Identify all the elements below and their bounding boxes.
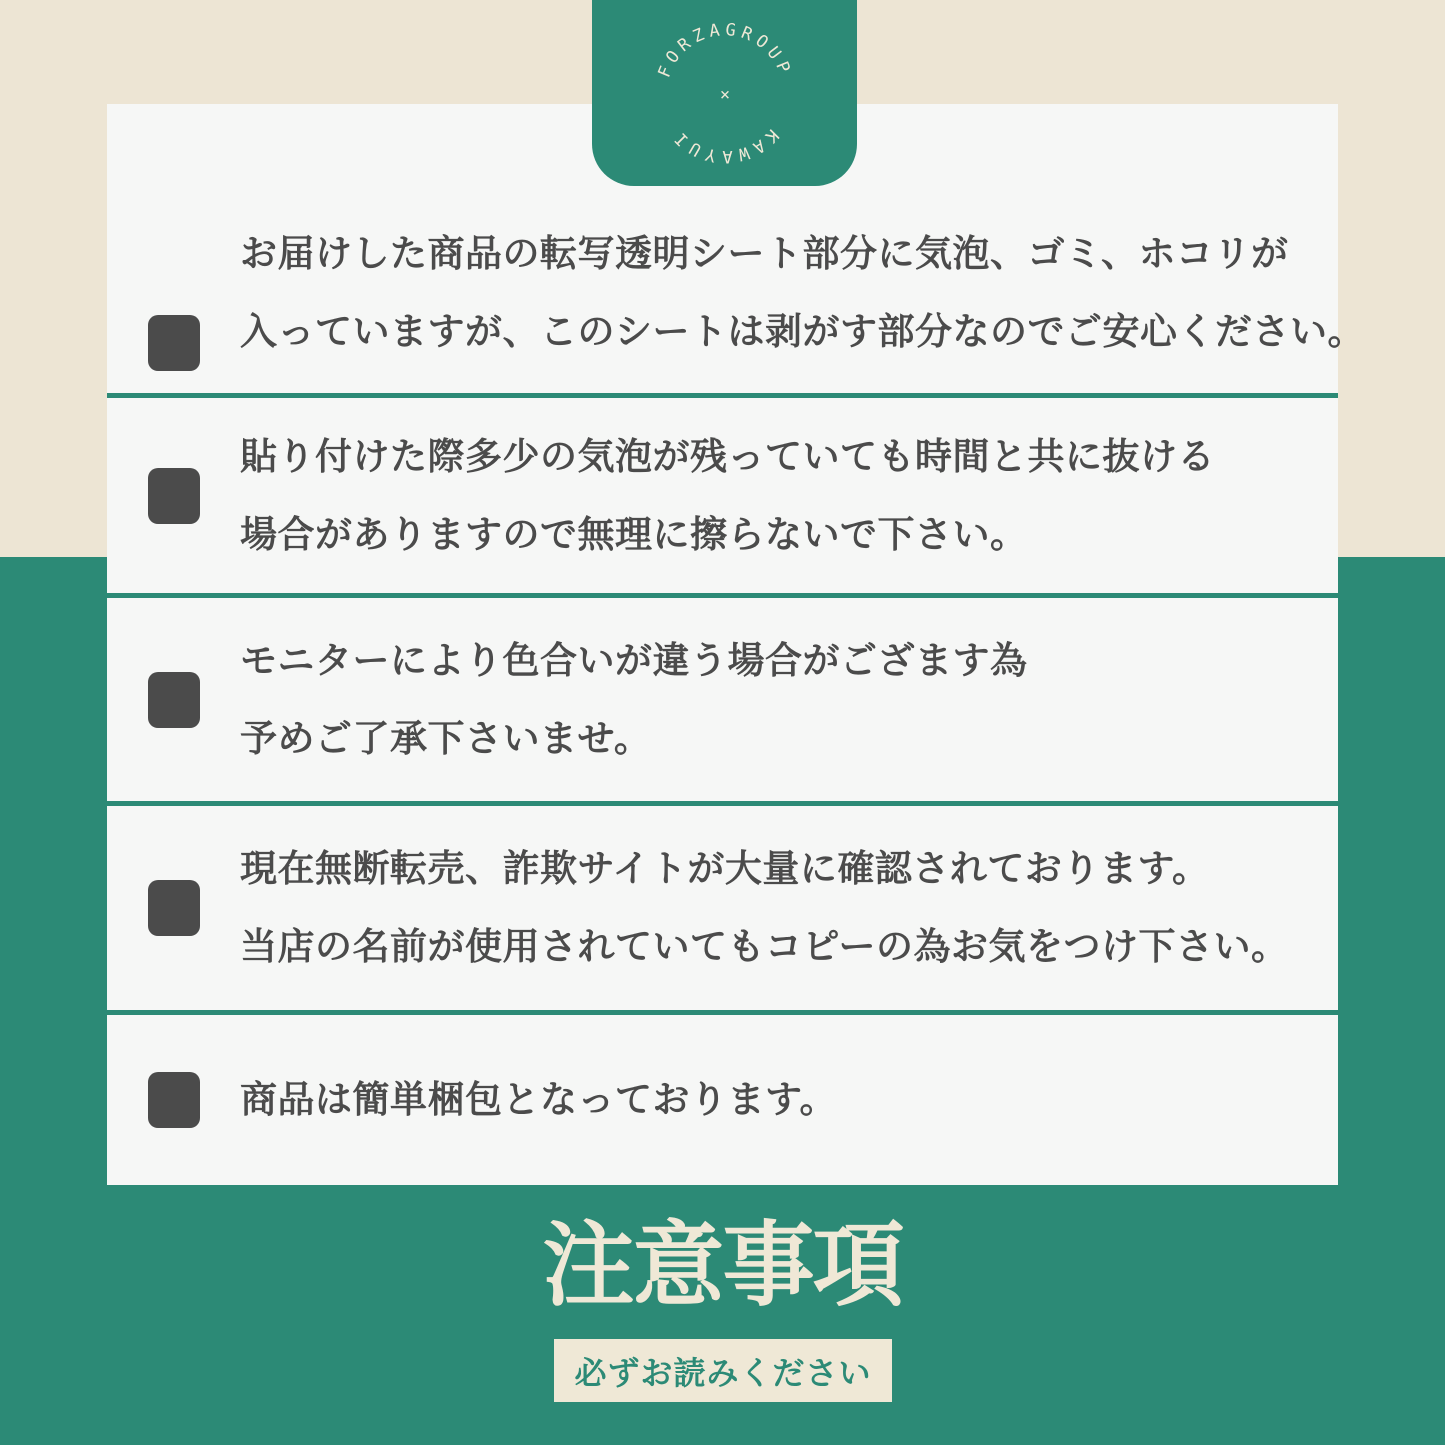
notice-line: お届けした商品の転写透明シート部分に気泡、ゴミ、ホコリが (240, 233, 1289, 274)
notice-column (107, 104, 1365, 1185)
notice-row (107, 398, 1338, 593)
notice-text (240, 1061, 837, 1139)
svg-text:FORZAGROUP (654, 20, 795, 81)
checkbox-bullet-icon (148, 468, 200, 524)
notice-row (107, 1015, 1338, 1185)
notice-line: 入っていますが、このシートは剥がす部分なのでご安心ください。 (240, 311, 1365, 352)
notice-text (240, 418, 1215, 574)
checkbox-bullet-icon (148, 315, 200, 371)
notice-row (107, 598, 1338, 801)
notice-line: 商品は簡単梱包となっております。 (240, 1079, 838, 1120)
checkbox-bullet-icon (148, 880, 200, 936)
notice-line: 貼り付けた際多少の気泡が残っていても時間と共に抜ける (240, 435, 1215, 477)
notice-line: 当店の名前が使用されていてもコピーの為お気をつけ下さい。 (240, 926, 1289, 967)
page-title: 注意事項 (542, 1215, 903, 1317)
checkbox-bullet-icon (148, 672, 200, 728)
notice-row (107, 806, 1338, 1010)
notice-text (240, 830, 1289, 986)
circular-logo-icon (592, 0, 857, 186)
notice-line: 現在無断転売、詐欺サイトが大量に確認されております。 (240, 848, 1210, 889)
notice-line: 予めご了承下さいませ。 (240, 717, 652, 759)
notice-line: モニターにより色合いが違う場合がござます為 (240, 639, 1028, 681)
notice-text (240, 622, 1028, 778)
notice-line: 場合がありますので無理に擦らないで下さい。 (240, 513, 1028, 555)
notice-text (240, 215, 1365, 371)
must-read-label: 必ずお読みください (554, 1339, 892, 1402)
brand-badge (592, 0, 857, 186)
logo-arc-top-text: FORZAGROUP (654, 19, 796, 81)
svg-text:KAWAYUI (668, 125, 782, 166)
logo-arc-bottom-text: KAWAYUI (667, 124, 783, 166)
logo-x-mark: × (719, 85, 731, 105)
checkbox-bullet-icon (148, 1072, 200, 1128)
